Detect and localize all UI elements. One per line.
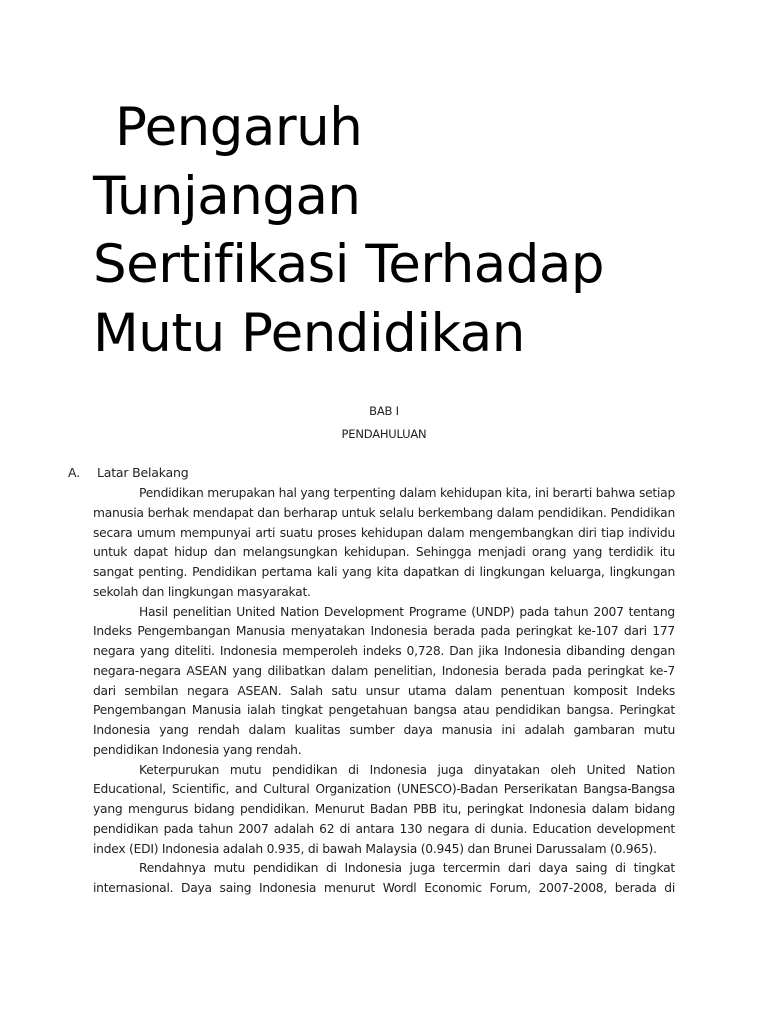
- chapter-name: PENDAHULUAN: [341, 427, 427, 441]
- document-title: [93, 94, 713, 368]
- section-heading: [68, 465, 188, 480]
- paragraph: Rendahnya mutu pendidikan di Indonesia juga tercermin dari daya saing di tingkat internasional. Daya saing Indonesia menurut Wordl Economic Forum, 2007-2008, berada di: [93, 861, 675, 895]
- title-line: Sertifikasi Terhadap: [93, 234, 605, 295]
- section-number: A.: [68, 465, 80, 480]
- paragraph: Hasil penelitian United Nation Development Programe (UNDP) pada tahun 2007 tentang Indeks Pengembangan Manusia menyatakan Indonesia berada pada peringkat ke-107 dari 177 negara yang diteliti. Indonesia memperoleh indeks 0,728. Dan jika Indonesia dibanding dengan negara-negara ASEAN yang dilibatkan dalam penelitian, Indonesia berada pada peringkat ke-7 dari sembilan negara ASEAN. Salah satu unsur utama dalam penentuan komposit Indeks Pengembangan Manusia ialah tingkat pengetahuan bangsa atau pendidikan bangsa. Peringkat Indonesia yang rendah dalam kualitas sumber daya manusia ini adalah gambaran mutu pendidikan Indonesia yang rendah.: [93, 604, 675, 757]
- paragraph: Pendidikan merupakan hal yang terpenting dalam kehidupan kita, ini berarti bahwa setiap manusia berhak mendapat dan berharap untuk selalu berkembang dalam pendidikan. Pendidikan secara umum mempunyai arti suatu proses kehidupan dalam mengembangkan diri tiap individu untuk dapat hidup dan melangsungkan kehidupan. Sehingga menjadi orang yang terdidik itu sangat penting. Pendidikan pertama kali yang kita dapatkan di lingkungan keluarga, lingkungan sekolah dan lingkungan masyarakat.: [93, 486, 675, 599]
- title-line: Mutu Pendidikan: [93, 302, 525, 364]
- paragraph: Keterpurukan mutu pendidikan di Indonesia juga dinyatakan oleh United Nation Educational, Scientific, and Cultural Organization (UNESCO)-Badan Perserikatan Bangsa-Bangsa yang mengurus bidang pendidikan. Menurut Badan PBB itu, peringkat Indonesia dalam bidang pendidikan pada tahun 2007 adalah 62 di antara 130 negara di dunia. Education development index (EDI) Indonesia adalah 0.935, di bawah Malaysia (0.945) dan Brunei Darussalam (0.965).: [93, 762, 675, 856]
- title-line: Tunjangan: [93, 165, 361, 227]
- section-title: Latar Belakang: [97, 465, 189, 480]
- title-line: Pengaruh: [115, 97, 363, 158]
- body-text: [93, 484, 675, 899]
- chapter-number: BAB I: [369, 404, 399, 418]
